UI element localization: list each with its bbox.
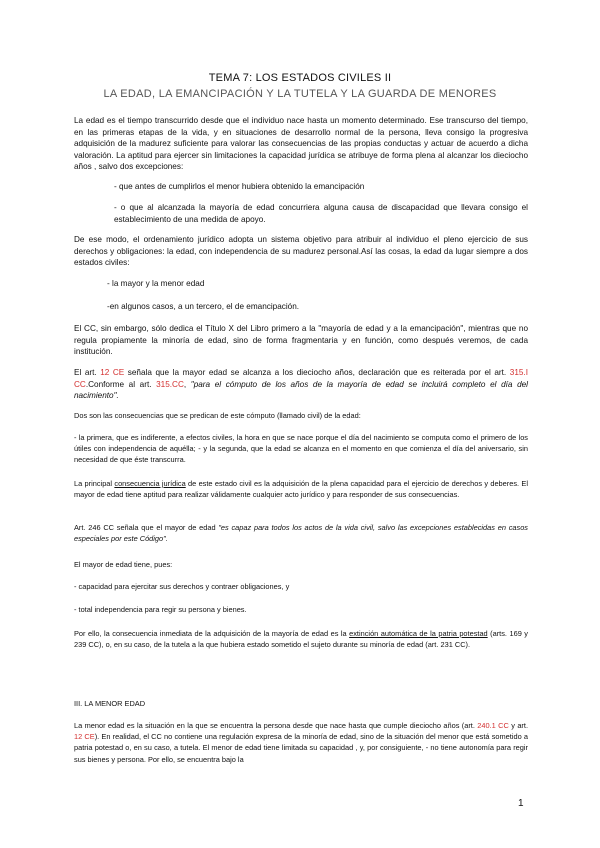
page-number: 1 [518,798,524,809]
paragraph-legal-consequence [74,478,528,500]
doc-subtitle: LA EDAD, LA EMANCIPACIÓN Y LA TUTELA Y LA GUARDA DE MENORES [103,88,497,100]
paragraph-minor-age [74,720,528,765]
paragraph-consequences: Dos son las consecuencias que se predican de este cómputo (llamado civil) de la edad: [74,411,361,420]
paragraph-patria-potestad [74,628,528,650]
text: .Conforme al art. [85,379,157,389]
underlined-term: consecuencia jurídica [114,479,186,488]
section-heading: III. LA MENOR EDAD [74,699,146,708]
text: de este estado civil es la adquisición de la plena capacidad para el ejercicio de derechos y deberes. El mayor de edad tiene aptitud para realizar válidamente cualquier acto jurídico y para responder de sus consecuencias. [74,479,528,500]
text: Art. 246 CC señala que el mayor de edad [74,523,219,532]
underlined-term: extinción automática de la patria potestad [349,629,488,638]
paragraph-intro: La edad es el tiempo transcurrido desde que el individuo nace hasta un momento determinado. Ese transcurso del tiempo, en las primeras etapas de la vida, y en situaciones de desarrollo normal de la persona, lleva consigo la progresiva adquisición de la madurez suficiente para valorar las consecuencias de las propias conductas y actuar de acuerdo a dicha valoración. La aptitud para ejercer sin limitaciones la capacidad jurídica se atribuye de forma plena al alcanzar los dieciocho años , salvo dos excepciones: [74,116,528,171]
reference-link[interactable]: 315.I CC [74,368,528,389]
text: (arts. 169 y 239 CC), o, en su caso, de la tutela a la que hubiera estado sometido el sujeto durante su minoría de edad (art. 231 CC). [74,629,528,650]
text: Por ello, la consecuencia inmediata de la adquisición de la mayoría de edad es la [74,629,350,638]
paragraph-civil-states: De ese modo, el ordenamiento jurídico adopta un sistema objetivo para atribuir al individuo el pleno ejercicio de sus derechos y obligaciones: la edad, con independencia de su madurez personal.Así las cosas, la edad da lugar siempre a dos estados civiles: [74,235,528,267]
text: ). En realidad, el CC no contiene una regulación expresa de la minoría de edad, sino de la situación del menor que está sometido a patria potestad o, en su caso, a tutela. El menor de edad tiene limitada su capacidad , y, por consiguiente, - no tiene autonomía para regir sus bienes y persona. Por ello, se encuentra bajo la [74,732,529,764]
state-item-2: -en algunos casos, a un tercero, el de emancipación. [107,302,300,311]
quote: "es capaz para todos los actos de la vida civil, salvo las excepciones establecidas en casos especiales por este Código". [74,523,528,544]
text: La menor edad es la situación en la que se encuentra la persona desde que nace hasta que cumple dieciocho años (art. [74,721,478,730]
text: El art. [74,368,101,377]
quote: "para el cómputo de los años de la mayoría de edad se incluirá completo el día del nacimiento". [74,379,529,400]
state-item-1: - la mayor y la menor edad [107,279,205,288]
paragraph-art-12 [74,367,528,402]
reference-link[interactable]: 315.CC [156,379,184,389]
paragraph-art-246 [74,522,528,544]
reference-link[interactable]: 240.1 CC [477,721,509,730]
reference-link[interactable]: 12 CE [74,732,95,742]
paragraph-adult-has: El mayor de edad tiene, pues: [74,560,173,569]
exception-1: - que antes de cumplirlos el menor hubiera obtenido la emancipación [114,182,365,191]
paragraph-cc: El CC, sin embargo, sólo dedica el Título X del Libro primero a la "mayoría de edad y a la emancipación", mientras que no regula propiamente la minoría de edad, sino de forma fragmentaria y en función, como después veremos, de cada institución. [74,324,528,356]
doc-title: TEMA 7: LOS ESTADOS CIVILES II [208,72,392,84]
text: La principal [74,479,115,488]
text: , [183,379,191,389]
text: señala que la mayor edad se alcanza a los dieciocho años, declaración que es reiterada por el art. [124,368,510,377]
adult-independence-item: - total independencia para regir su persona y bienes. [74,605,247,614]
adult-capacity-item: - capacidad para ejercitar sus derechos y contraer obligaciones, y [74,582,290,591]
text: y art. [508,721,528,730]
exception-2: - o que al alcanzada la mayoría de edad concurriera alguna causa de discapacidad que llevara consigo el establecimiento de una medida de apoyo. [114,203,528,224]
paragraph-computation: - la primera, que es indiferente, a efectos civiles, la hora en que se nace porque el día del nacimiento se computa como el primero de los útiles con independencia de aquélla; - y la segunda, que la edad se alcanza en el momento en que comienza el día del aniversario, sin necesidad de que éste transcurra. [74,433,528,465]
reference-link[interactable]: 12 CE [100,368,125,377]
